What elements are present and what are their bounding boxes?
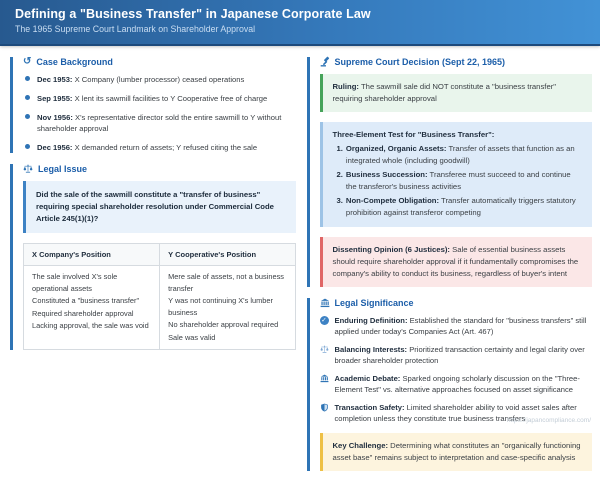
significance-item — [320, 344, 591, 366]
bullet-dot-icon — [25, 76, 30, 81]
test-item-label: Non-Compete Obligation: — [345, 195, 440, 205]
check-circle-icon: ✓ — [321, 317, 327, 325]
event-text: X lent its sawmill facilities to Y Cooperative free of charge — [72, 94, 268, 103]
section-title: Supreme Court Decision (Sept 22, 1965) — [334, 57, 506, 67]
section-case-background — [10, 57, 296, 153]
table-header-row — [24, 243, 296, 266]
decision-header — [320, 57, 593, 67]
column-header-y: Y Cooperative's Position — [160, 243, 295, 266]
test-item-text: Transfer of assets that function as an integrated whole (including goodwill) — [345, 143, 575, 165]
test-item — [337, 195, 583, 219]
question-box: Did the sale of the sawmill constitute a "transfer of business" requiring special shareholder resolution under Commercial Code Article 245(1)(1)? — [23, 181, 296, 233]
dissenting-opinion-box — [320, 237, 593, 287]
significance-text: Established the standard for "business transfers" still applied under today's Companies Act (Art. 467) — [334, 316, 587, 337]
item-number: 2. — [336, 169, 343, 179]
header-banner — [0, 0, 600, 46]
bank-icon — [320, 374, 329, 383]
table-row — [24, 266, 296, 350]
significance-text: Limited shareholder ability to void asset sales after completion unless they constitute true business transfers — [334, 403, 577, 424]
section-legal-significance — [307, 298, 593, 471]
test-item-text: Transfer automatically triggers statutory prohibition against transferor competing — [345, 195, 576, 217]
significance-text: Prioritized transaction certainty and legal clarity over broader shareholder protection — [334, 345, 585, 366]
event-text: X's representative director sold the entire sawmill to Y without shareholder approval — [37, 113, 282, 133]
y-point: Mere sale of assets, not a business transfer — [168, 272, 284, 293]
event-text: X demanded return of assets; Y refused citing the sale — [72, 143, 258, 152]
column-header-x: X Company's Position — [24, 243, 160, 266]
x-point: Constituted a "business transfer" — [32, 296, 140, 306]
x-point: Lacking approval, the sale was void — [32, 321, 149, 331]
dissent-text: Sale of essential business assets should require shareholder approval if it fundamentally compromises the company's ability to conduct its business, regardless of buyer's intent — [332, 245, 579, 279]
dissent-label: Dissenting Opinion (6 Justices): — [332, 245, 450, 255]
timeline — [23, 74, 296, 153]
event-date: Nov 1956: — [37, 113, 73, 122]
section-title: Legal Significance — [334, 298, 414, 309]
timeline-event — [25, 74, 294, 85]
significance-item — [320, 315, 591, 337]
section-legal-issue — [10, 164, 296, 350]
key-challenge-box — [320, 433, 593, 471]
section-title: Legal Issue — [38, 164, 88, 174]
page-subtitle: The 1965 Supreme Court Landmark on Shareholder Approval — [15, 24, 256, 34]
bullet-dot-icon — [25, 114, 30, 119]
event-text: X Company (lumber processor) ceased operations — [72, 75, 245, 84]
x-position-cell — [24, 266, 160, 350]
test-title: Three-Element Test for "Business Transfer": — [332, 129, 495, 139]
ruling-label: Ruling: — [332, 82, 359, 91]
bullet-dot-icon — [25, 95, 30, 100]
event-date: Dec 1953: — [37, 75, 73, 84]
scales-icon — [23, 164, 33, 174]
page-title: Defining a "Business Transfer" in Japanese Corporate Law — [15, 7, 371, 21]
legal-issue-header — [23, 164, 296, 174]
three-element-test-box — [320, 122, 593, 228]
significance-item — [320, 373, 591, 395]
case-background-header — [23, 57, 296, 67]
significance-header — [320, 298, 593, 308]
key-challenge-label: Key Challenge: — [332, 441, 389, 451]
y-position-cell — [160, 266, 295, 350]
timeline-event — [25, 142, 294, 153]
positions-table — [23, 243, 296, 350]
timeline-event — [25, 93, 294, 104]
history-icon: ↺ — [23, 56, 32, 67]
significance-text: Sparked ongoing scholarly discussion on the "Three-Element Test" vs. alternative approaches focused on asset significance — [334, 374, 580, 395]
ruling-text: The sawmill sale did NOT constitute a "business transfer" requiring shareholder approval — [332, 82, 557, 103]
key-challenge-text: Determining what constitutes an "organically functioning asset base" remains subject to interpretation and case-specific analysis — [332, 441, 581, 463]
item-number: 1. — [336, 143, 343, 153]
significance-label: Academic Debate: — [334, 374, 401, 384]
section-title: Case Background — [36, 57, 113, 67]
ruling-box — [320, 74, 593, 112]
section-supreme-court-decision — [307, 57, 593, 287]
y-point: No shareholder approval required — [168, 320, 279, 330]
x-point: The sale involved X's sole operational assets — [32, 272, 118, 293]
gavel-icon — [320, 57, 330, 67]
test-item-text: Transferee must succeed to and continue the transferor's business activities — [345, 169, 571, 191]
test-item — [337, 143, 583, 167]
y-point: Y was not continuing X's lumber business — [168, 296, 273, 317]
left-column — [10, 57, 296, 482]
source-url-link[interactable]: https://japancompliance.com/ — [506, 417, 591, 424]
scales-icon — [320, 345, 329, 354]
event-date: Sep 1955: — [37, 94, 73, 103]
x-point: Required shareholder approval — [32, 308, 134, 318]
item-number: 3. — [336, 195, 343, 205]
test-item — [337, 169, 583, 193]
landmark-icon — [320, 298, 330, 308]
significance-label: Transaction Safety: — [334, 403, 405, 413]
event-date: Dec 1956: — [37, 143, 73, 152]
significance-label: Balancing Interests: — [334, 345, 408, 355]
test-item-label: Organized, Organic Assets: — [345, 143, 447, 153]
test-item-label: Business Succession: — [345, 169, 428, 179]
shield-icon — [320, 403, 329, 412]
bullet-dot-icon — [25, 144, 30, 149]
significance-label: Enduring Definition: — [334, 316, 408, 326]
y-point: Sale was valid — [168, 332, 216, 342]
timeline-event — [25, 112, 294, 134]
